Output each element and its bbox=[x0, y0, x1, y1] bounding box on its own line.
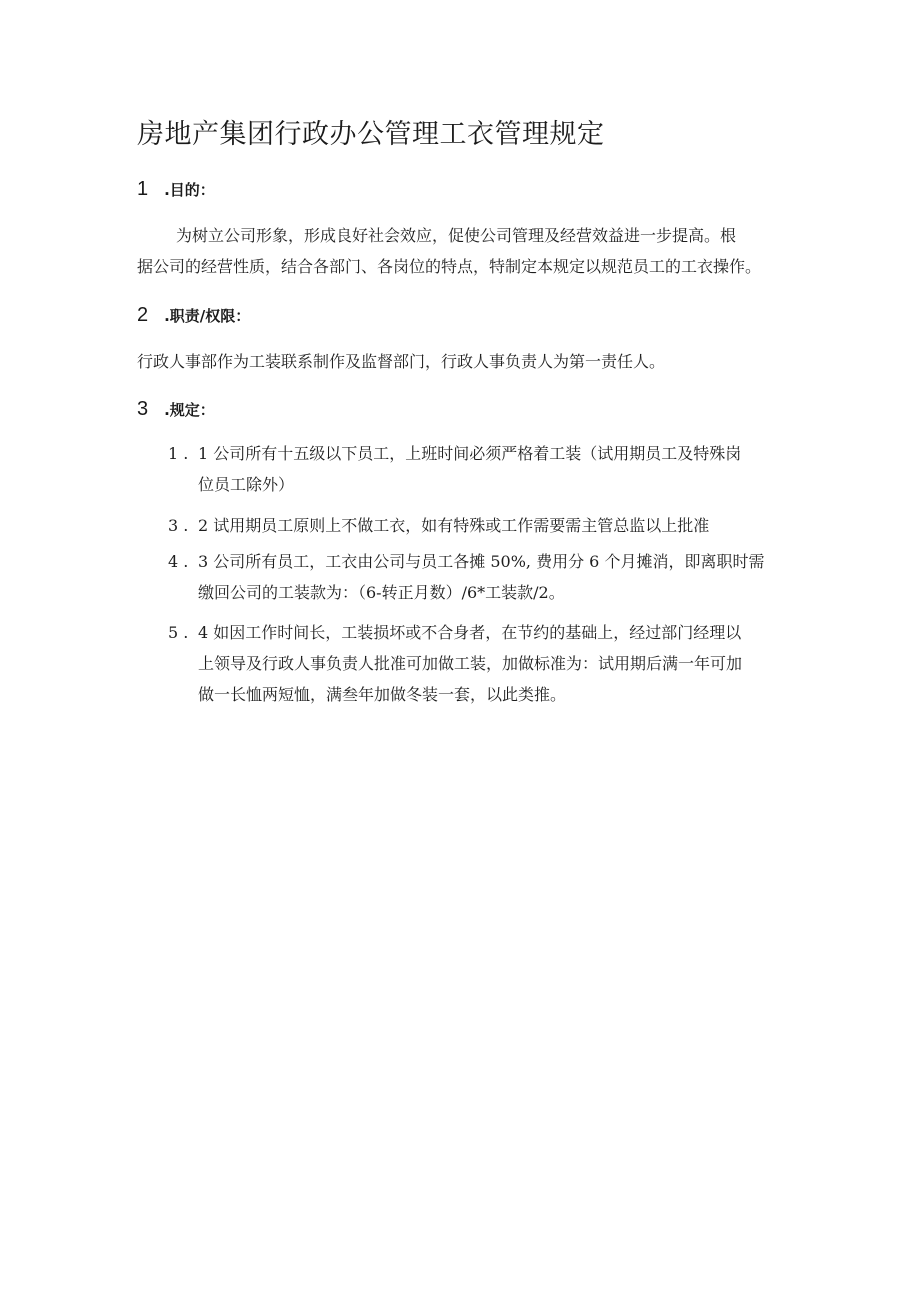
rule-line: 2 试用期员工原则上不做工衣，如有特殊或工作需要需主管总监以上批准 bbox=[198, 516, 710, 535]
document-title: 房地产集团行政办公管理工衣管理规定 bbox=[137, 119, 605, 150]
section-2-paragraph-line-1: 行政人事部作为工装联系制作及监督部门，行政人事负责人为第一责任人。 bbox=[137, 352, 666, 371]
section-3-heading bbox=[137, 398, 215, 421]
rule-line: 3 公司所有员工，工衣由公司与员工各摊 50%, 费用分 6 个月摊消，即离职时需 bbox=[198, 552, 765, 571]
rule-line: 位员工除外） bbox=[198, 475, 295, 494]
rule-marker: 4 . bbox=[168, 552, 189, 571]
rule-line: 缴回公司的工装款为：（6-转正月数）/6*工装款/2。 bbox=[198, 583, 565, 602]
rule-item-3 bbox=[168, 546, 788, 608]
section-2-heading bbox=[137, 304, 250, 327]
rule-item-4 bbox=[168, 617, 788, 710]
rule-line: 做一长恤两短恤，满叁年加做冬装一套，以此类推。 bbox=[198, 685, 567, 704]
rule-line: 上领导及行政人事负责人批准可加做工装，加做标准为：试用期后满一年可加 bbox=[198, 654, 743, 673]
rule-line: 4 如因工作时间长，工装损坏或不合身者，在节约的基础上，经过部门经理以 bbox=[198, 623, 742, 642]
rule-marker: 5 . bbox=[168, 623, 189, 642]
section-label: .职责/权限： bbox=[164, 307, 251, 325]
section-1-paragraph-line-2: 据公司的经营性质，结合各部门、各岗位的特点，特制定本规定以规范员工的工衣操作。 bbox=[137, 257, 762, 276]
rule-item-2 bbox=[168, 510, 788, 541]
rule-item-1 bbox=[168, 438, 788, 500]
section-number: 3 bbox=[137, 398, 149, 420]
section-label: .目的： bbox=[164, 181, 215, 199]
section-label: .规定： bbox=[164, 401, 215, 419]
section-number: 1 bbox=[137, 178, 149, 200]
rule-marker: 1 . bbox=[168, 444, 189, 463]
rule-marker: 3 . bbox=[168, 516, 189, 535]
section-number: 2 bbox=[137, 304, 149, 326]
section-1-paragraph-line-1: 为树立公司形象，形成良好社会效应，促使公司管理及经营效益进一步提高。根 bbox=[176, 226, 737, 245]
rule-line: 1 公司所有十五级以下员工，上班时间必须严格着工装（试用期员工及特殊岗 bbox=[198, 444, 742, 463]
section-1-heading bbox=[137, 178, 215, 201]
